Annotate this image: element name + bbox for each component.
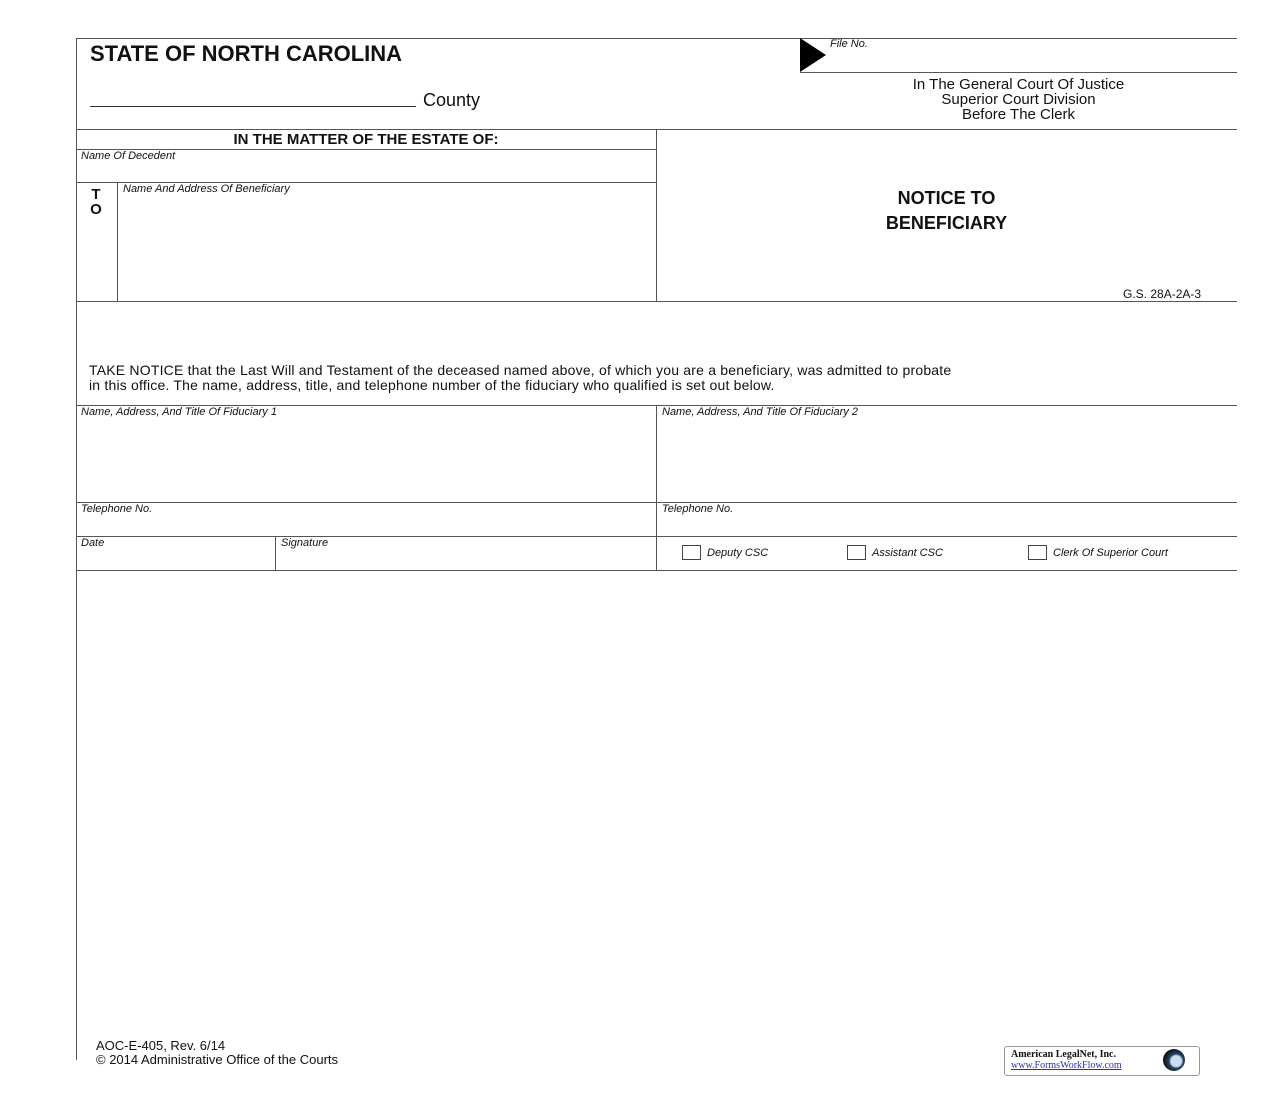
copyright: © 2014 Administrative Office of the Courts xyxy=(96,1052,339,1067)
logo-url[interactable]: www.FormsWorkFlow.com xyxy=(1011,1060,1122,1071)
divider xyxy=(800,72,1237,73)
phone1-label: Telephone No. xyxy=(81,503,153,515)
clerk-superior-court-label: Clerk Of Superior Court xyxy=(1053,547,1168,559)
court-line: In The General Court Of Justice xyxy=(912,76,1125,93)
fiduciary1-label: Name, Address, And Title Of Fiduciary 1 xyxy=(81,406,277,418)
title-line: BENEFICIARY xyxy=(885,213,1008,233)
divider xyxy=(76,38,77,1060)
beneficiary-input[interactable] xyxy=(122,198,652,298)
estate-heading: IN THE MATTER OF THE ESTATE OF: xyxy=(233,131,499,148)
divider xyxy=(275,536,276,570)
to-letter: O xyxy=(90,201,102,218)
decedent-input[interactable] xyxy=(80,163,650,181)
state-heading: STATE OF NORTH CAROLINA xyxy=(90,41,403,66)
court-line: Before The Clerk xyxy=(961,106,1076,123)
deputy-csc-checkbox[interactable] xyxy=(682,545,701,560)
divider xyxy=(117,182,118,301)
file-no-input[interactable] xyxy=(830,52,1230,70)
form-number: AOC-E-405, Rev. 6/14 xyxy=(96,1038,226,1053)
assistant-csc-label: Assistant CSC xyxy=(872,547,943,559)
logo-name: American LegalNet, Inc. xyxy=(1011,1049,1116,1060)
title-line: NOTICE TO xyxy=(897,188,996,208)
divider xyxy=(76,301,1237,302)
file-no-label: File No. xyxy=(830,38,868,50)
notice-line: TAKE NOTICE that the Last Will and Testament of the deceased named above, of which you are a beneficiary, was admitted to probate xyxy=(89,362,952,378)
form-title xyxy=(656,186,1237,236)
court-info xyxy=(800,77,1237,122)
phone2-input[interactable] xyxy=(661,517,1231,534)
statute-ref: G.S. 28A-2A-3 xyxy=(1123,287,1202,301)
court-line: Superior Court Division xyxy=(941,91,1096,108)
divider xyxy=(76,502,1237,503)
signature-label: Signature xyxy=(281,537,329,549)
divider xyxy=(76,38,1237,39)
deputy-csc-label: Deputy CSC xyxy=(707,547,769,559)
county-label: County xyxy=(423,90,481,110)
assistant-csc-checkbox[interactable] xyxy=(847,545,866,560)
phone1-input[interactable] xyxy=(80,517,650,534)
beneficiary-label: Name And Address Of Beneficiary xyxy=(123,183,290,195)
fiduciary2-input[interactable] xyxy=(661,420,1231,500)
signature-input[interactable] xyxy=(280,551,650,568)
decedent-label: Name Of Decedent xyxy=(81,150,176,162)
legalnet-logo xyxy=(1004,1046,1200,1076)
globe-icon xyxy=(1163,1049,1185,1071)
fiduciary1-input[interactable] xyxy=(80,420,650,500)
phone2-label: Telephone No. xyxy=(662,503,734,515)
to-label xyxy=(90,187,102,217)
notice-line: in this office. The name, address, title, and telephone number of the fiduciary who qualified is set out below. xyxy=(89,377,775,393)
date-input[interactable] xyxy=(80,551,270,568)
arrow-icon xyxy=(800,38,826,72)
divider xyxy=(656,405,657,570)
clerk-superior-court-checkbox[interactable] xyxy=(1028,545,1047,560)
date-label: Date xyxy=(81,537,105,549)
divider xyxy=(76,536,1237,537)
divider xyxy=(76,570,1237,571)
to-letter: T xyxy=(91,186,101,203)
fiduciary2-label: Name, Address, And Title Of Fiduciary 2 xyxy=(662,406,858,418)
county-input[interactable] xyxy=(90,106,416,107)
